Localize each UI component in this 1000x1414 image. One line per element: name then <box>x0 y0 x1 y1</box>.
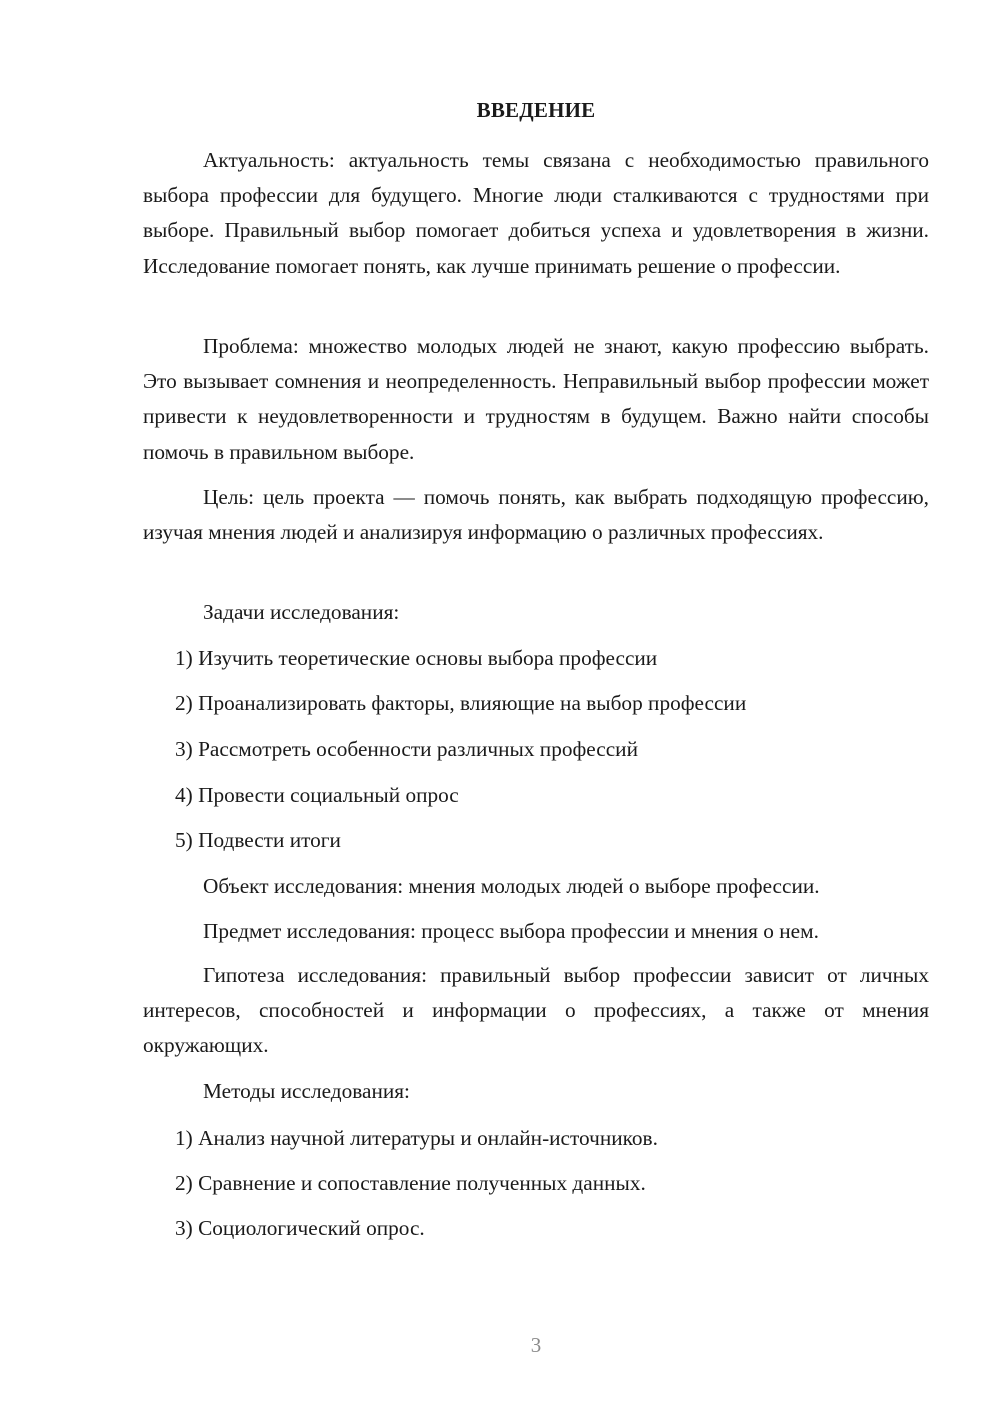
paragraph-goal: Цель: цель проекта — помочь понять, как выбрать подходящую профессию, изучая мнения людей и анализируя информацию о различных профессиях. <box>143 485 929 545</box>
task-item: 4) Провести социальный опрос <box>175 783 459 807</box>
paragraph-hypothesis: Гипотеза исследования: правильный выбор профессии зависит от личных интересов, способностей и информации о профессиях, а также от мнения окружающих. <box>143 963 929 1058</box>
paragraph-problem: Проблема: множество молодых людей не знают, какую профессию выбрать. Это вызывает сомнения и неопределенность. Неправильный выбор профессии может привести к неудовлетворенности и трудностям в будущем. Важно найти способы помочь в правильном выборе. <box>143 334 929 464</box>
task-item: 1) Изучить теоретические основы выбора профессии <box>175 646 658 670</box>
method-item: 1) Анализ научной литературы и онлайн-источников. <box>175 1126 658 1150</box>
method-item: 2) Сравнение и сопоставление полученных данных. <box>175 1171 646 1195</box>
task-item: 2) Проанализировать факторы, влияющие на выбор профессии <box>175 691 747 715</box>
paragraph-subject: Предмет исследования: процесс выбора профессии и мнения о нем. <box>203 919 819 943</box>
task-item: 3) Рассмотреть особенности различных профессий <box>175 737 638 761</box>
page-number: 3 <box>530 1333 542 1357</box>
tasks-heading: Задачи исследования: <box>203 600 400 624</box>
task-item: 5) Подвести итоги <box>175 828 341 852</box>
section-title: ВВЕДЕНИЕ <box>476 98 596 122</box>
methods-heading: Методы исследования: <box>203 1079 410 1103</box>
method-item: 3) Социологический опрос. <box>175 1216 425 1240</box>
paragraph-relevance: Актуальность: актуальность темы связана с необходимостью правильного выбора профессии для будущего. Многие люди сталкиваются с трудностями при выборе. Правильный выбор помогает добиться успеха и удовлетворения в жизни. Исследование помогает понять, как лучше принимать решение о профессии. <box>143 148 929 278</box>
paragraph-object: Объект исследования: мнения молодых людей о выборе профессии. <box>203 874 820 898</box>
